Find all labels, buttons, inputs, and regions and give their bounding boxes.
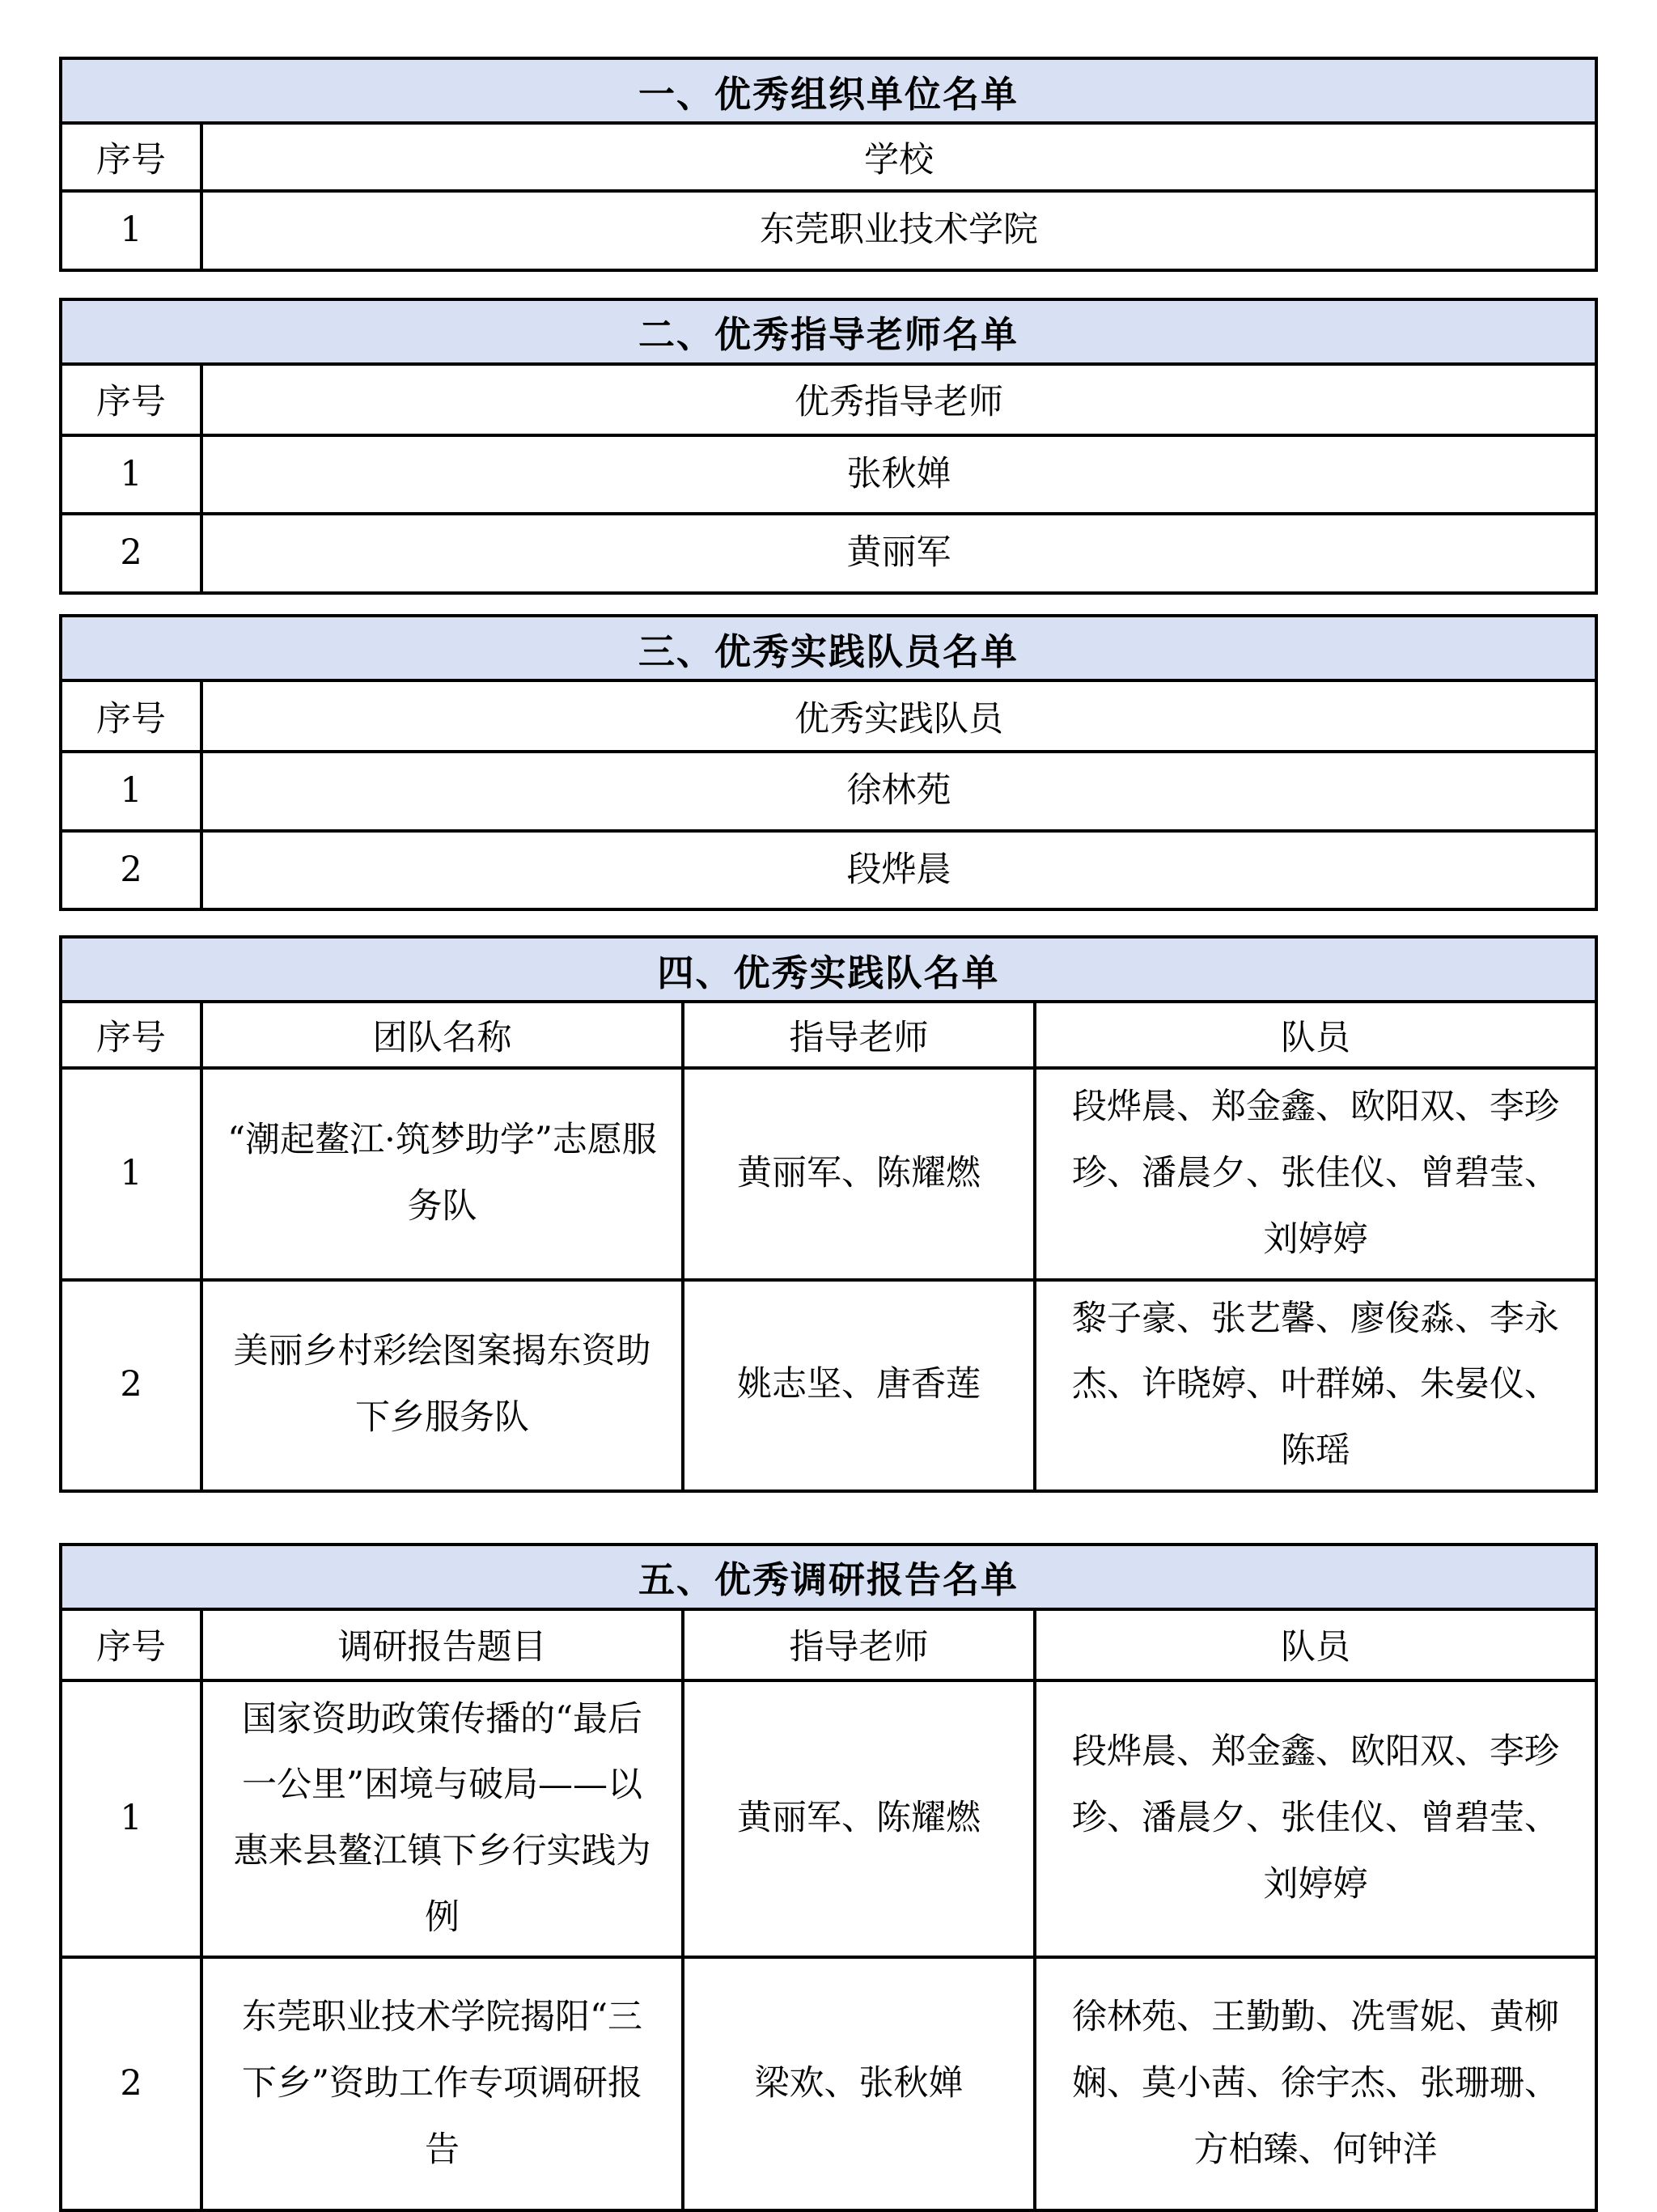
table-row [61, 831, 1596, 910]
table-body [61, 191, 1596, 270]
data-cell: 黄丽军 [201, 514, 1596, 593]
section-excellent-organizations [59, 57, 1595, 272]
table-header-row [61, 680, 1596, 752]
serial-number-cell: 1 [61, 191, 201, 270]
data-cell: 黄丽军、陈耀燃 [683, 1680, 1035, 1958]
table-title-row [61, 58, 1596, 123]
data-cell: 东莞职业技术学院揭阳“三下乡”资助工作专项调研报告 [201, 1957, 683, 2210]
table-header-row [61, 123, 1596, 191]
data-cell: 黄丽军、陈耀燃 [683, 1068, 1035, 1279]
table-header-row [61, 364, 1596, 435]
column-header-members: 队员 [1035, 1609, 1596, 1680]
column-header-advisors: 指导老师 [683, 1609, 1035, 1680]
data-cell: 东莞职业技术学院 [201, 191, 1596, 270]
table-title: 五、优秀调研报告名单 [61, 1545, 1596, 1609]
table-title-row [61, 299, 1596, 364]
serial-number-cell: 2 [61, 831, 201, 910]
table-body [61, 752, 1596, 909]
section-excellent-reports [59, 1543, 1595, 2212]
table-title: 二、优秀指导老师名单 [61, 299, 1596, 364]
table-row [61, 752, 1596, 831]
data-cell: “潮起鳌江·筑梦助学”志愿服务队 [201, 1068, 683, 1279]
table-row [61, 1280, 1596, 1491]
table-title: 四、优秀实践队名单 [61, 937, 1596, 1002]
table-title-row [61, 616, 1596, 680]
table-row [61, 435, 1596, 515]
serial-number-cell: 2 [61, 1280, 201, 1491]
section-excellent-teams [59, 935, 1595, 1492]
column-header-member: 优秀实践队员 [201, 680, 1596, 752]
serial-number-cell: 1 [61, 752, 201, 831]
data-cell: 美丽乡村彩绘图案揭东资助下乡服务队 [201, 1280, 683, 1491]
column-header-team-name: 团队名称 [201, 1002, 683, 1068]
table-excellent-organizations [59, 57, 1598, 272]
data-cell: 黎子豪、张艺馨、廖俊淼、李永杰、许晓婷、叶群娣、朱晏仪、陈瑶 [1035, 1280, 1596, 1491]
table-body [61, 1068, 1596, 1490]
serial-number-cell: 2 [61, 1957, 201, 2210]
data-cell: 徐林苑 [201, 752, 1596, 831]
column-header-school: 学校 [201, 123, 1596, 191]
section-excellent-teachers [59, 298, 1595, 595]
table-title: 一、优秀组织单位名单 [61, 58, 1596, 123]
column-header-serial: 序号 [61, 123, 201, 191]
table-excellent-teams [59, 935, 1598, 1492]
table-header-row [61, 1609, 1596, 1680]
data-cell: 张秋婵 [201, 435, 1596, 515]
table-title: 三、优秀实践队员名单 [61, 616, 1596, 680]
column-header-serial: 序号 [61, 364, 201, 435]
table-title-row [61, 937, 1596, 1002]
table-header-row [61, 1002, 1596, 1068]
table-body [61, 435, 1596, 593]
serial-number-cell: 1 [61, 1068, 201, 1279]
column-header-serial: 序号 [61, 680, 201, 752]
data-cell: 段烨晨、郑金鑫、欧阳双、李珍珍、潘晨夕、张佳仪、曾碧莹、刘婷婷 [1035, 1068, 1596, 1279]
section-excellent-members [59, 614, 1595, 911]
table-row [61, 1957, 1596, 2210]
data-cell: 段烨晨、郑金鑫、欧阳双、李珍珍、潘晨夕、张佳仪、曾碧莹、刘婷婷 [1035, 1680, 1596, 1958]
serial-number-cell: 2 [61, 514, 201, 593]
table-excellent-reports [59, 1543, 1598, 2212]
table-row [61, 1068, 1596, 1279]
table-excellent-members [59, 614, 1598, 911]
data-cell: 梁欢、张秋婵 [683, 1957, 1035, 2210]
column-header-members: 队员 [1035, 1002, 1596, 1068]
table-row [61, 514, 1596, 593]
column-header-advisors: 指导老师 [683, 1002, 1035, 1068]
table-row [61, 191, 1596, 270]
column-header-teacher: 优秀指导老师 [201, 364, 1596, 435]
serial-number-cell: 1 [61, 1680, 201, 1958]
data-cell: 国家资助政策传播的“最后一公里”困境与破局——以惠来县鳌江镇下乡行实践为例 [201, 1680, 683, 1958]
table-excellent-teachers [59, 298, 1598, 595]
column-header-report-title: 调研报告题目 [201, 1609, 683, 1680]
data-cell: 徐林苑、王勤勤、冼雪妮、黄柳娴、莫小茜、徐宇杰、张珊珊、方柏臻、何钟洋 [1035, 1957, 1596, 2210]
table-row [61, 1680, 1596, 1958]
table-title-row [61, 1545, 1596, 1609]
column-header-serial: 序号 [61, 1002, 201, 1068]
table-body [61, 1680, 1596, 2211]
column-header-serial: 序号 [61, 1609, 201, 1680]
data-cell: 段烨晨 [201, 831, 1596, 910]
serial-number-cell: 1 [61, 435, 201, 515]
data-cell: 姚志坚、唐香莲 [683, 1280, 1035, 1491]
